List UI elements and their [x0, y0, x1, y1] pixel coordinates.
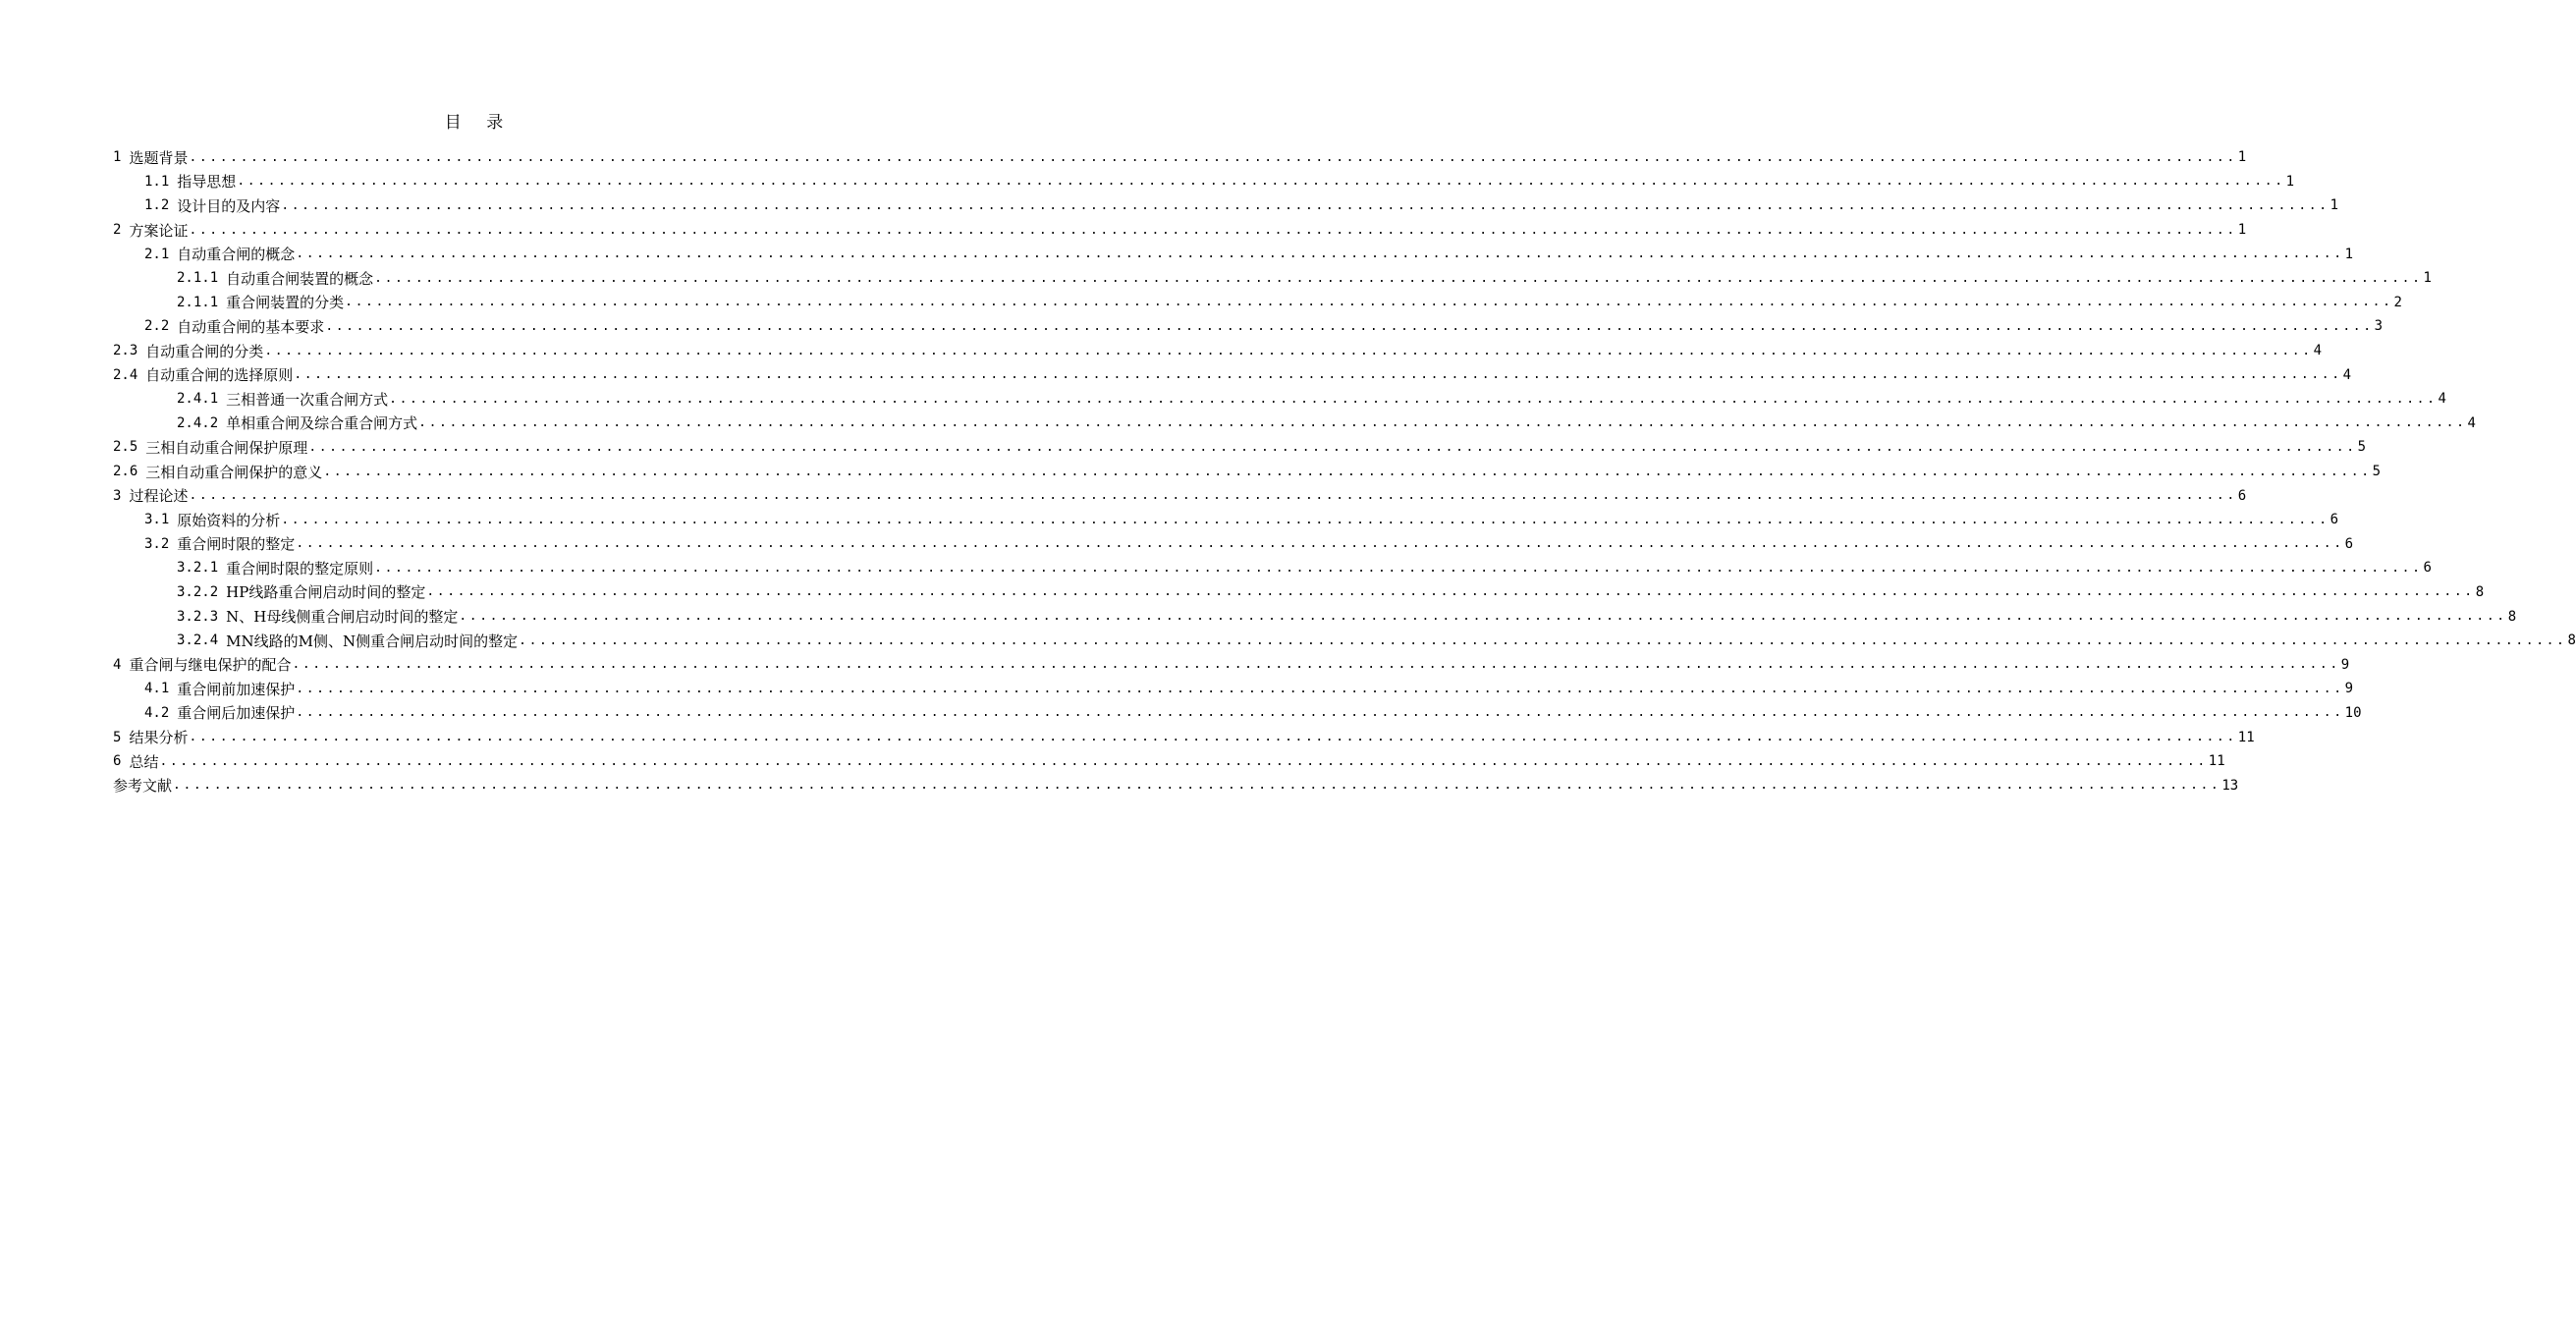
toc-leader-dots: ........................................................................................................................................................................................................	[418, 415, 2467, 431]
toc-entry[interactable]	[113, 242, 2354, 266]
toc-entry-number: 3.2.2	[177, 583, 219, 600]
toc-entry-number: 2.4	[113, 366, 138, 383]
toc-entry[interactable]	[113, 362, 2352, 387]
toc-entry[interactable]	[113, 387, 2446, 412]
toc-entry-number: 2	[113, 222, 122, 239]
toc-entry-title: 重合闸后加速保护	[177, 704, 296, 723]
toc-entry-title: 过程论述	[129, 487, 189, 506]
toc-entry-page-number: 10	[2344, 704, 2362, 721]
toc-entry[interactable]	[113, 532, 2354, 557]
toc-entry-number: 2.2	[144, 318, 170, 335]
toc-entry[interactable]	[113, 604, 2517, 629]
toc-entry-number: 3.2.4	[177, 632, 219, 649]
toc-entry-number: 1.2	[144, 197, 170, 214]
toc-entry[interactable]	[113, 701, 2362, 726]
toc-leader-dots: ........................................................................................................................................................................................................	[296, 247, 2344, 262]
toc-leader-dots: ........................................................................................................................................................................................................	[459, 609, 2507, 625]
toc-leader-dots: ........................................................................................................................................................................................................	[189, 149, 2237, 165]
toc-entry-title: 重合闸前加速保护	[177, 680, 296, 698]
toc-entry-number: 4	[113, 656, 122, 673]
toc-leader-dots: ........................................................................................................................................................................................................	[325, 318, 2374, 334]
toc-entry-title: MN线路的M侧、N侧重合闸启动时间的整定	[226, 632, 519, 650]
toc-entry-number: 2.4.2	[177, 414, 219, 431]
toc-entry-number: 4.2	[144, 704, 170, 721]
toc-entry-title: 重合闸时限的整定	[177, 535, 296, 554]
toc-entry-title: 三相普通一次重合闸方式	[226, 390, 389, 409]
toc-entry-page-number: 3	[2374, 318, 2384, 335]
toc-leader-dots: ........................................................................................................................................................................................................	[374, 270, 2423, 286]
toc-leader-dots: ........................................................................................................................................................................................................	[345, 295, 2393, 310]
table-of-contents	[113, 145, 2576, 798]
toc-entry-number: 3	[113, 487, 122, 504]
toc-leader-dots: ........................................................................................................................................................................................................	[264, 343, 2313, 358]
toc-leader-dots: ........................................................................................................................................................................................................	[296, 705, 2344, 721]
toc-entry-title: 结果分析	[129, 729, 189, 747]
toc-leader-dots: ........................................................................................................................................................................................................	[519, 632, 2567, 648]
toc-entry[interactable]	[113, 629, 2576, 653]
toc-entry-page-number: 8	[2507, 608, 2517, 625]
toc-entry-page-number: 6	[2329, 512, 2339, 528]
toc-leader-dots: ........................................................................................................................................................................................................	[173, 778, 2221, 794]
toc-entry-title: 三相自动重合闸保护的意义	[145, 463, 323, 481]
toc-entry[interactable]	[113, 508, 2339, 532]
toc-entry-page-number: 2	[2393, 294, 2402, 310]
toc-leader-dots: ........................................................................................................................................................................................................	[189, 730, 2237, 745]
toc-entry[interactable]	[113, 339, 2323, 363]
toc-entry-number: 6	[113, 753, 122, 770]
toc-entry-page-number: 6	[2237, 487, 2247, 504]
toc-entry-title: 自动重合闸的选择原则	[145, 366, 294, 385]
toc-entry[interactable]	[113, 677, 2354, 701]
toc-leader-dots: ........................................................................................................................................................................................................	[323, 464, 2372, 479]
toc-entry-page-number: 1	[2344, 246, 2354, 262]
toc-entry[interactable]	[113, 170, 2295, 194]
toc-entry-title: 指导思想	[177, 173, 237, 192]
toc-entry-title: 自动重合闸的概念	[177, 246, 296, 264]
toc-entry-page-number: 1	[2285, 173, 2295, 190]
toc-entry-title: 单相重合闸及综合重合闸方式	[226, 414, 418, 433]
toc-entry-title: 自动重合闸装置的概念	[226, 269, 374, 288]
toc-entry-number: 2.5	[113, 439, 138, 456]
toc-entry-title: 参考文献	[113, 777, 173, 796]
toc-entry-title: HP线路重合闸启动时间的整定	[226, 583, 426, 602]
toc-entry-title: 重合闸与继电保护的配合	[129, 656, 292, 675]
toc-leader-dots: ........................................................................................................................................................................................................	[292, 657, 2340, 673]
toc-leader-dots: ........................................................................................................................................................................................................	[374, 560, 2423, 576]
toc-entry-page-number: 4	[2438, 391, 2446, 408]
toc-entry-title: 选题背景	[129, 148, 189, 167]
toc-entry-page-number: 4	[2467, 414, 2476, 431]
toc-leader-dots: ........................................................................................................................................................................................................	[296, 681, 2344, 696]
toc-leader-dots: ........................................................................................................................................................................................................	[281, 512, 2329, 527]
toc-entry-number: 2.3	[113, 343, 138, 359]
toc-leader-dots: ........................................................................................................................................................................................................	[426, 584, 2475, 600]
toc-entry-page-number: 9	[2344, 681, 2354, 697]
toc-entry-number: 2.1.1	[177, 294, 219, 310]
toc-entry-number: 4.1	[144, 681, 170, 697]
toc-entry[interactable]	[113, 266, 2432, 291]
toc-leader-dots: ........................................................................................................................................................................................................	[389, 391, 2438, 407]
toc-leader-dots: ........................................................................................................................................................................................................	[189, 222, 2237, 238]
toc-entry-title: 自动重合闸的分类	[145, 342, 264, 360]
toc-entry-title: 设计目的及内容	[177, 196, 281, 215]
toc-entry-number: 3.2.1	[177, 560, 219, 577]
toc-leader-dots: ........................................................................................................................................................................................................	[296, 536, 2344, 552]
toc-leader-dots: ........................................................................................................................................................................................................	[189, 488, 2237, 504]
toc-entry[interactable]	[113, 580, 2485, 605]
toc-entry[interactable]	[113, 725, 2255, 749]
toc-entry-title: 总结	[129, 752, 159, 771]
toc-entry[interactable]	[113, 483, 2247, 508]
toc-leader-dots: ........................................................................................................................................................................................................	[237, 174, 2285, 190]
toc-leader-dots: ........................................................................................................................................................................................................	[281, 197, 2329, 213]
toc-entry-number: 2.6	[113, 464, 138, 480]
toc-entry-title: 自动重合闸的基本要求	[177, 317, 325, 336]
toc-entry[interactable]	[113, 193, 2339, 218]
toc-entry-title: 方案论证	[129, 221, 189, 240]
toc-entry-number: 2.1	[144, 246, 170, 262]
toc-entry-page-number: 13	[2221, 777, 2239, 794]
toc-entry[interactable]	[113, 291, 2402, 315]
toc-entry[interactable]	[113, 314, 2384, 339]
toc-entry-page-number: 8	[2475, 583, 2485, 600]
toc-entry-page-number: 11	[2237, 729, 2255, 745]
toc-leader-dots: ........................................................................................................................................................................................................	[294, 367, 2342, 383]
toc-entry[interactable]	[113, 773, 2239, 798]
toc-entry-page-number: 6	[2423, 560, 2432, 577]
toc-entry-title: 三相自动重合闸保护原理	[145, 438, 308, 457]
toc-entry-page-number: 1	[2237, 149, 2247, 166]
toc-title: 目 录	[444, 113, 514, 133]
toc-entry-title: 重合闸时限的整定原则	[226, 559, 374, 578]
toc-entry-page-number: 1	[2423, 270, 2432, 287]
toc-entry-number: 2.1.1	[177, 270, 219, 287]
toc-entry-page-number: 8	[2567, 632, 2576, 649]
toc-entry[interactable]	[113, 460, 2382, 484]
toc-leader-dots: ........................................................................................................................................................................................................	[308, 439, 2357, 455]
toc-entry-page-number: 1	[2329, 197, 2339, 214]
toc-leader-dots: ........................................................................................................................................................................................................	[159, 753, 2208, 769]
toc-entry-title: 重合闸装置的分类	[226, 294, 345, 312]
toc-entry-page-number: 6	[2344, 535, 2354, 552]
toc-entry-page-number: 5	[2357, 439, 2367, 456]
toc-entry-number: 3.2	[144, 535, 170, 552]
toc-entry-number: 1	[113, 149, 122, 166]
toc-entry-number: 1.1	[144, 173, 170, 190]
toc-entry-page-number: 11	[2208, 753, 2225, 770]
toc-entry-title: 原始资料的分析	[177, 511, 281, 529]
toc-entry-page-number: 5	[2372, 464, 2382, 480]
toc-entry[interactable]	[113, 652, 2350, 677]
toc-entry-number: 3.1	[144, 512, 170, 528]
toc-entry-page-number: 9	[2340, 656, 2350, 673]
toc-entry-page-number: 4	[2313, 343, 2323, 359]
toc-entry-page-number: 4	[2342, 366, 2352, 383]
toc-entry-page-number: 1	[2237, 222, 2247, 239]
toc-entry-number: 5	[113, 729, 122, 745]
toc-entry-number: 3.2.3	[177, 608, 219, 625]
toc-entry[interactable]	[113, 556, 2432, 580]
toc-entry[interactable]	[113, 218, 2247, 243]
toc-entry-number: 2.4.1	[177, 391, 219, 408]
toc-entry-title: N、H母线侧重合闸启动时间的整定	[226, 608, 459, 627]
toc-entry[interactable]	[113, 145, 2247, 170]
toc-entry[interactable]	[113, 435, 2367, 460]
toc-entry[interactable]	[113, 412, 2476, 436]
toc-entry[interactable]	[113, 749, 2225, 774]
